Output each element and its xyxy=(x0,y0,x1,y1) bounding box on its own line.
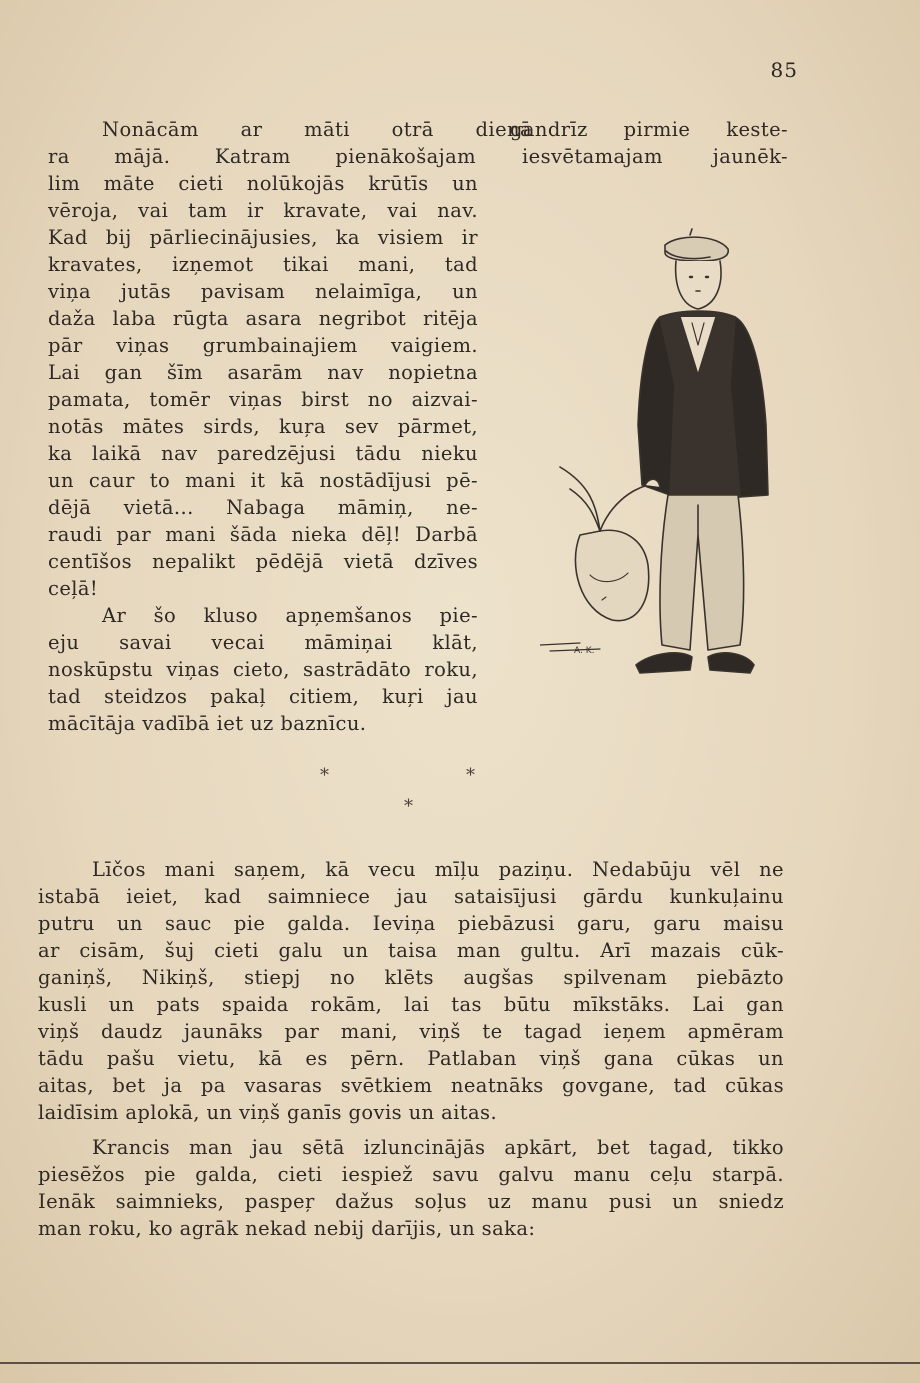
paragraph-line: Ienāk saimnieks, paspeŗ dažus soļus uz manu pusi un sniedz xyxy=(38,1190,784,1213)
column-line: raudi par mani šāda nieka dēļ! Darbā xyxy=(48,523,478,546)
column-line: lim māte cieti nolūkojās krūtīs un xyxy=(48,172,478,195)
column-line: mācītāja vadībā iet uz baznīcu. xyxy=(48,712,367,735)
paragraph-line: man roku, ko agrāk nekad nebij darījis, un saka: xyxy=(38,1217,536,1240)
separator-asterisk: * xyxy=(466,765,475,786)
paragraph-line: putru un sauc pie galda. Ieviņa piebāzusi garu, garu maisu xyxy=(38,912,784,935)
column-line: kravates, izņemot tikai mani, tad xyxy=(48,253,478,276)
intro-line-2-right: iesvētamajam jaunēk- xyxy=(522,145,788,168)
paragraph-3 xyxy=(38,856,784,1126)
page-bottom-rule xyxy=(0,1362,920,1364)
page-number: 85 xyxy=(770,58,798,82)
column-line: dējā vietā... Nabaga māmiņ, ne- xyxy=(48,496,478,519)
column-line: Lai gan šīm asarām nav nopietna xyxy=(48,361,478,384)
paragraph-line: Līčos mani saņem, kā vecu mīļu paziņu. Nedabūju vēl ne xyxy=(92,858,784,881)
column-line: ka laikā nav paredzējusi tādu nieku xyxy=(48,442,478,465)
column-line: pamata, tomēr viņas birst no aizvai- xyxy=(48,388,478,411)
paragraph-line: viņš daudz jaunāks par mani, viņš te tagad ieņem apmēram xyxy=(38,1020,784,1043)
boy-with-bundle-illustration xyxy=(540,205,790,720)
column-line: centīšos nepalikt pēdējā vietā dzīves xyxy=(48,550,478,573)
column-line: un caur to mani it kā nostādījusi pē- xyxy=(48,469,478,492)
paragraph-line: tādu pašu vietu, kā es pērn. Patlaban viņš gana cūkas un xyxy=(38,1047,784,1070)
intro-line-1-left: Nonācām ar māti otrā dienā xyxy=(102,118,532,141)
paragraph-line: ganiņš, Nikiņš, stiepj no klēts augšas spilvenam piebāzto xyxy=(38,966,784,989)
column-line: Ar šo kluso apņemšanos pie- xyxy=(102,604,478,627)
paragraph-4 xyxy=(38,1134,784,1242)
column-line: noskūpstu viņas cieto, sastrādāto roku, xyxy=(48,658,478,681)
intro-line-2-left: ra mājā. Katram pienākošajam xyxy=(48,145,476,168)
column-line: eju savai vecai māmiņai klāt, xyxy=(48,631,478,654)
column-line: Kad bij pārliecinājusies, ka visiem ir xyxy=(48,226,478,249)
paragraph-line: aitas, bet ja pa vasaras svētkiem neatnāks govgane, tad cūkas xyxy=(38,1074,784,1097)
paragraph-line: ar cisām, šuj cieti galu un taisa man gultu. Arī mazais cūk- xyxy=(38,939,784,962)
paragraph-line: Krancis man jau sētā izluncinājās apkārt, bet tagad, tikko xyxy=(92,1136,784,1159)
separator-asterisk: * xyxy=(404,796,413,817)
paragraph-line: istabā ieiet, kad saimniece jau sataisījusi gārdu kunkuļainu xyxy=(38,885,784,908)
column-line: pār viņas grumbainajiem vaigiem. xyxy=(48,334,478,357)
intro-line-1-right: gandrīz pirmie keste- xyxy=(510,118,788,141)
intro-column xyxy=(48,170,478,737)
column-line: daža laba rūgta asara negribot ritēja xyxy=(48,307,478,330)
illustration-signature: A. K. xyxy=(574,646,595,656)
column-line: vēroja, vai tam ir kravate, vai nav. xyxy=(48,199,478,222)
column-line: ceļā! xyxy=(48,577,99,600)
column-line: tad steidzos pakaļ citiem, kuŗi jau xyxy=(48,685,478,708)
paragraph-line: laidīsim aplokā, un viņš ganīs govis un aitas. xyxy=(38,1101,498,1124)
column-line: notās mātes sirds, kuŗa sev pārmet, xyxy=(48,415,478,438)
paragraph-line: piesēžos pie galda, cieti iespiež savu galvu manu ceļu starpā. xyxy=(38,1163,784,1186)
separator-asterisk: * xyxy=(320,765,329,786)
column-line: viņa jutās pavisam nelaimīga, un xyxy=(48,280,478,303)
paragraph-line: kusli un pats spaida rokām, lai tas būtu mīkstāks. Lai gan xyxy=(38,993,784,1016)
intro-top-lines xyxy=(48,116,788,170)
